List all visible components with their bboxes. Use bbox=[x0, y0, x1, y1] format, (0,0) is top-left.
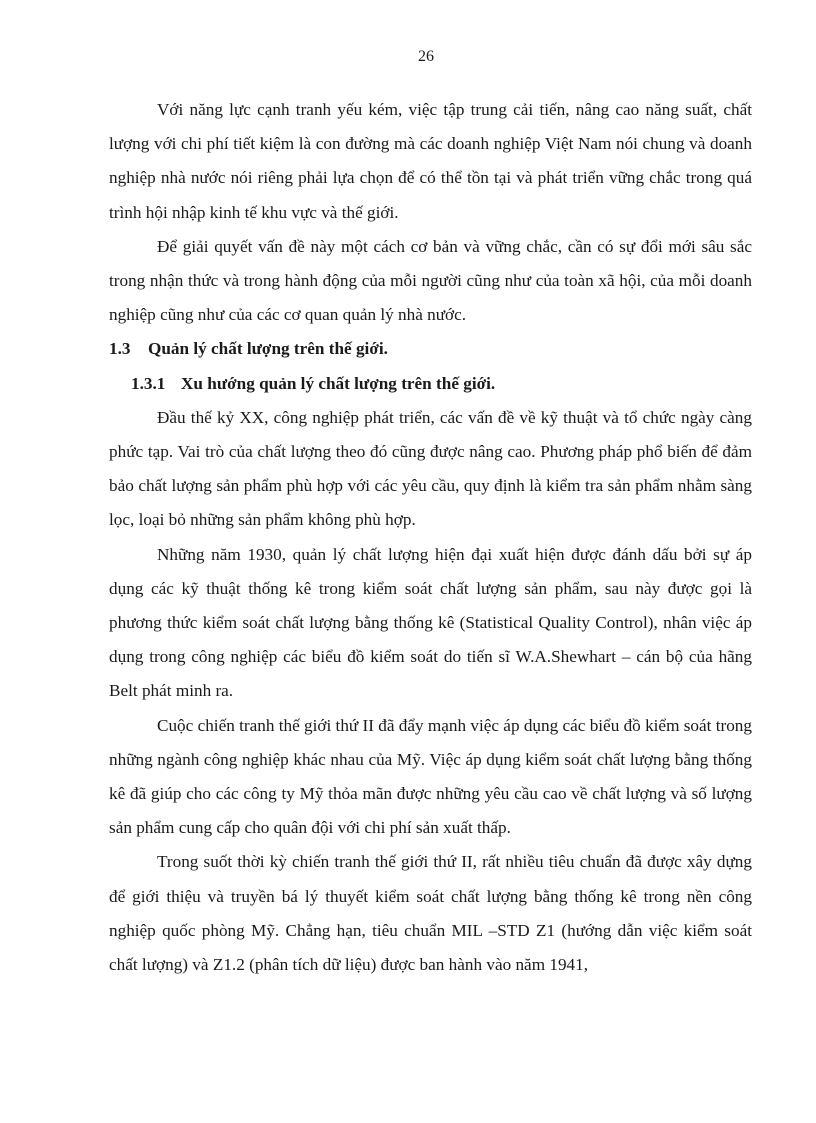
paragraph: Để giải quyết vấn đề này một cách cơ bản và vững chắc, cần có sự đổi mới sâu sắc trong nhận thức và trong hành động của mỗi người cũng như của toàn xã hội, của mỗi doanh nghiệp cũng như của các cơ quan quản lý nhà nước. bbox=[109, 236, 752, 325]
section-title: Quản lý chất lượng trên thế giới. bbox=[148, 339, 388, 359]
page-content bbox=[109, 93, 752, 982]
paragraph: Những năm 1930, quản lý chất lượng hiện đại xuất hiện được đánh dấu bởi sự áp dụng các kỹ thuật thống kê trong kiểm soát chất lượng sản phẩm, sau này được gọi là phương thức kiểm soát chất lượng bằng thống kê (Statistical Quality Control), nhân việc áp dụng trong công nghiệp các biểu đồ kiểm soát do tiến sĩ W.A.Shewhart – cán bộ của hãng Belt phát minh ra. bbox=[109, 544, 752, 701]
paragraph: Cuộc chiến tranh thế giới thứ II đã đẩy mạnh việc áp dụng các biểu đồ kiểm soát trong những ngành công nghiệp khác nhau của Mỹ. Việc áp dụng kiểm soát chất lượng bằng thống kê đã giúp cho các công ty Mỹ thỏa mãn được những yêu cầu cao về chất lượng và số lượng sản phẩm cung cấp cho quân đội với chi phí sản xuất thấp. bbox=[109, 715, 752, 838]
paragraph: Với năng lực cạnh tranh yếu kém, việc tập trung cải tiến, nâng cao năng suất, chất lượng với chi phí tiết kiệm là con đường mà các doanh nghiệp Việt Nam nói chung và doanh nghiệp nhà nước nói riêng phải lựa chọn để có thể tồn tại và phát triển vững chắc trong quá trình hội nhập kinh tế khu vực và thế giới. bbox=[109, 100, 752, 222]
subsection-number: 1.3.1 bbox=[131, 373, 166, 393]
subsection-title: Xu hướng quản lý chất lượng trên thế giới. bbox=[181, 373, 496, 393]
paragraph: Trong suốt thời kỳ chiến tranh thế giới thứ II, rất nhiều tiêu chuẩn đã được xây dựng để giới thiệu và truyền bá lý thuyết kiểm soát chất lượng bằng thống kê trong nền công nghiệp quốc phòng Mỹ. Chẳng hạn, tiêu chuẩn MIL –STD Z1 (hướng dẫn việc kiểm soát chất lượng) và Z1.2 (phân tích dữ liệu) được ban hành vào năm 1941, bbox=[109, 852, 752, 975]
section-number: 1.3 bbox=[109, 339, 131, 359]
page-number: 26 bbox=[418, 48, 434, 65]
subsection-heading bbox=[109, 367, 752, 401]
paragraph: Đầu thế kỷ XX, công nghiệp phát triển, các vấn đề về kỹ thuật và tổ chức ngày càng phức tạp. Vai trò của chất lượng theo đó cũng được nâng cao. Phương pháp phổ biến để đảm bảo chất lượng sản phẩm phù hợp với các yêu cầu, quy định là kiểm tra sản phẩm nhằm sàng lọc, loại bỏ những sản phẩm không phù hợp. bbox=[109, 407, 752, 530]
section-heading bbox=[109, 332, 752, 366]
